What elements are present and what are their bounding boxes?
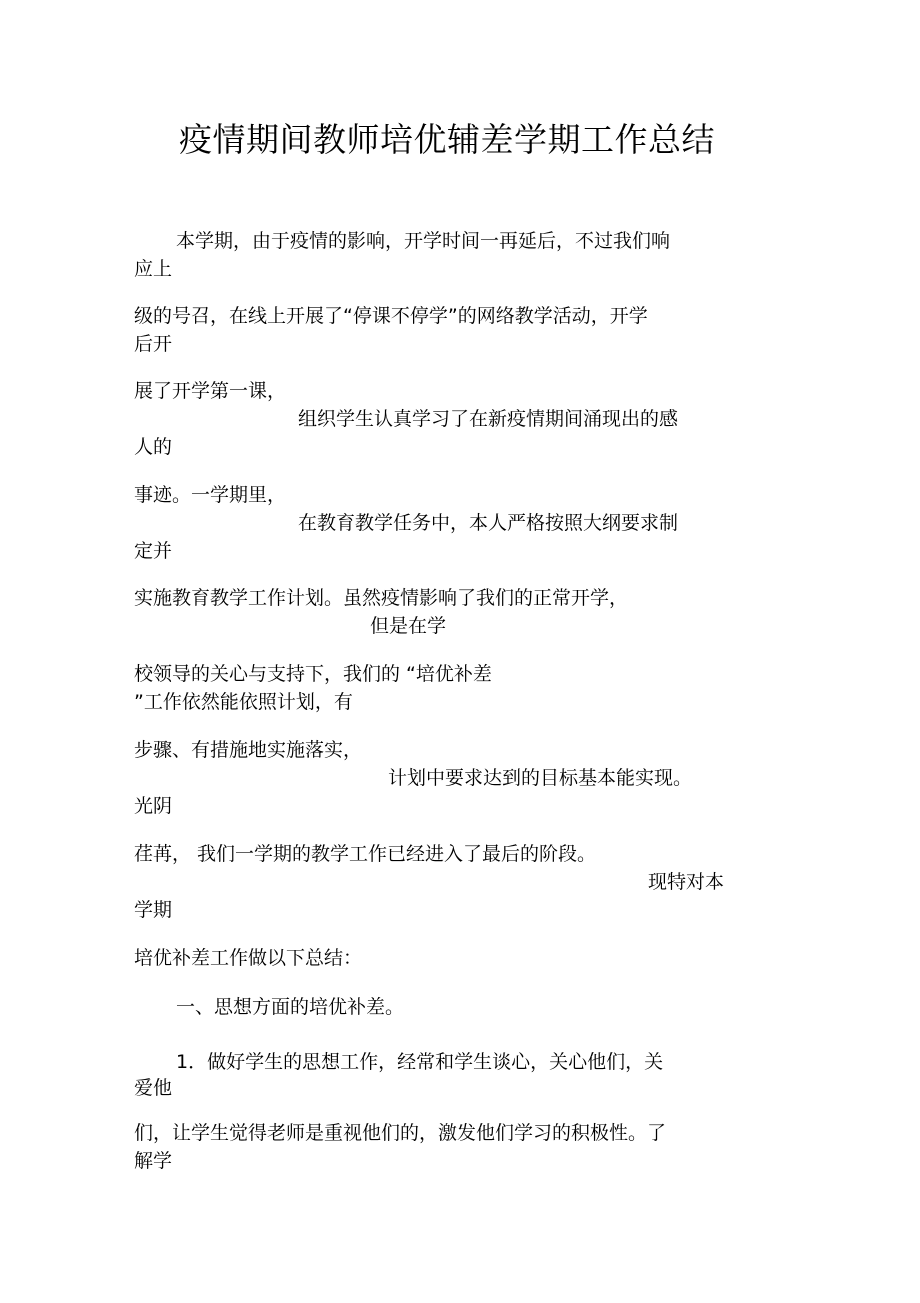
text-line: 组织学生认真学习了在新疫情期间涌现出的感	[298, 408, 679, 430]
text-line: 荏苒， 我们一学期的教学工作已经进入了最后的阶段。	[134, 843, 597, 865]
text-line: 本学期，由于疫情的影响，开学时间一再延后，不过我们响	[176, 230, 671, 252]
text-line: 在教育教学任务中，本人严格按照大纲要求制	[298, 512, 679, 534]
text-line: 现特对本	[648, 871, 725, 893]
text-line: 学期	[134, 899, 173, 921]
text-line: 实施教育教学工作计划。虽然疫情影响了我们的正常开学，	[134, 587, 629, 609]
text-line: 培优补差工作做以下总结：	[134, 947, 363, 969]
text-line: 展了开学第一课，	[134, 380, 287, 402]
text-line: ”工作依然能依照计划，有	[134, 691, 353, 713]
text-line: 校领导的关心与支持下，我们的 “培优补差	[134, 663, 492, 685]
text-line: 应上	[134, 258, 173, 280]
text-line: 步骤、有措施地实施落实，	[134, 739, 363, 761]
text-line: 光阴	[134, 795, 173, 817]
text-line: 但是在学	[370, 615, 447, 637]
text-line: 爱他	[134, 1077, 173, 1099]
text-line: 定并	[134, 540, 173, 562]
text-line: 计划中要求达到的目标基本能实现。	[388, 767, 693, 789]
text-line: 1．做好学生的思想工作，经常和学生谈心，关心他们，关	[176, 1051, 664, 1073]
text-line: 事迹。一学期里，	[134, 484, 287, 506]
text-line: 级的号召，在线上开展了“停课不停学”的网络教学活动，开学	[134, 305, 648, 327]
text-line: 们，让学生觉得老师是重视他们的，激发他们学习的积极性。了	[134, 1122, 667, 1144]
text-line: 解学	[134, 1150, 173, 1172]
document-title: 疫情期间教师培优辅差学期工作总结	[179, 120, 715, 159]
section-heading: 一、思想方面的培优补差。	[176, 996, 405, 1018]
text-line: 人的	[134, 436, 173, 458]
text-line: 后开	[134, 333, 173, 355]
